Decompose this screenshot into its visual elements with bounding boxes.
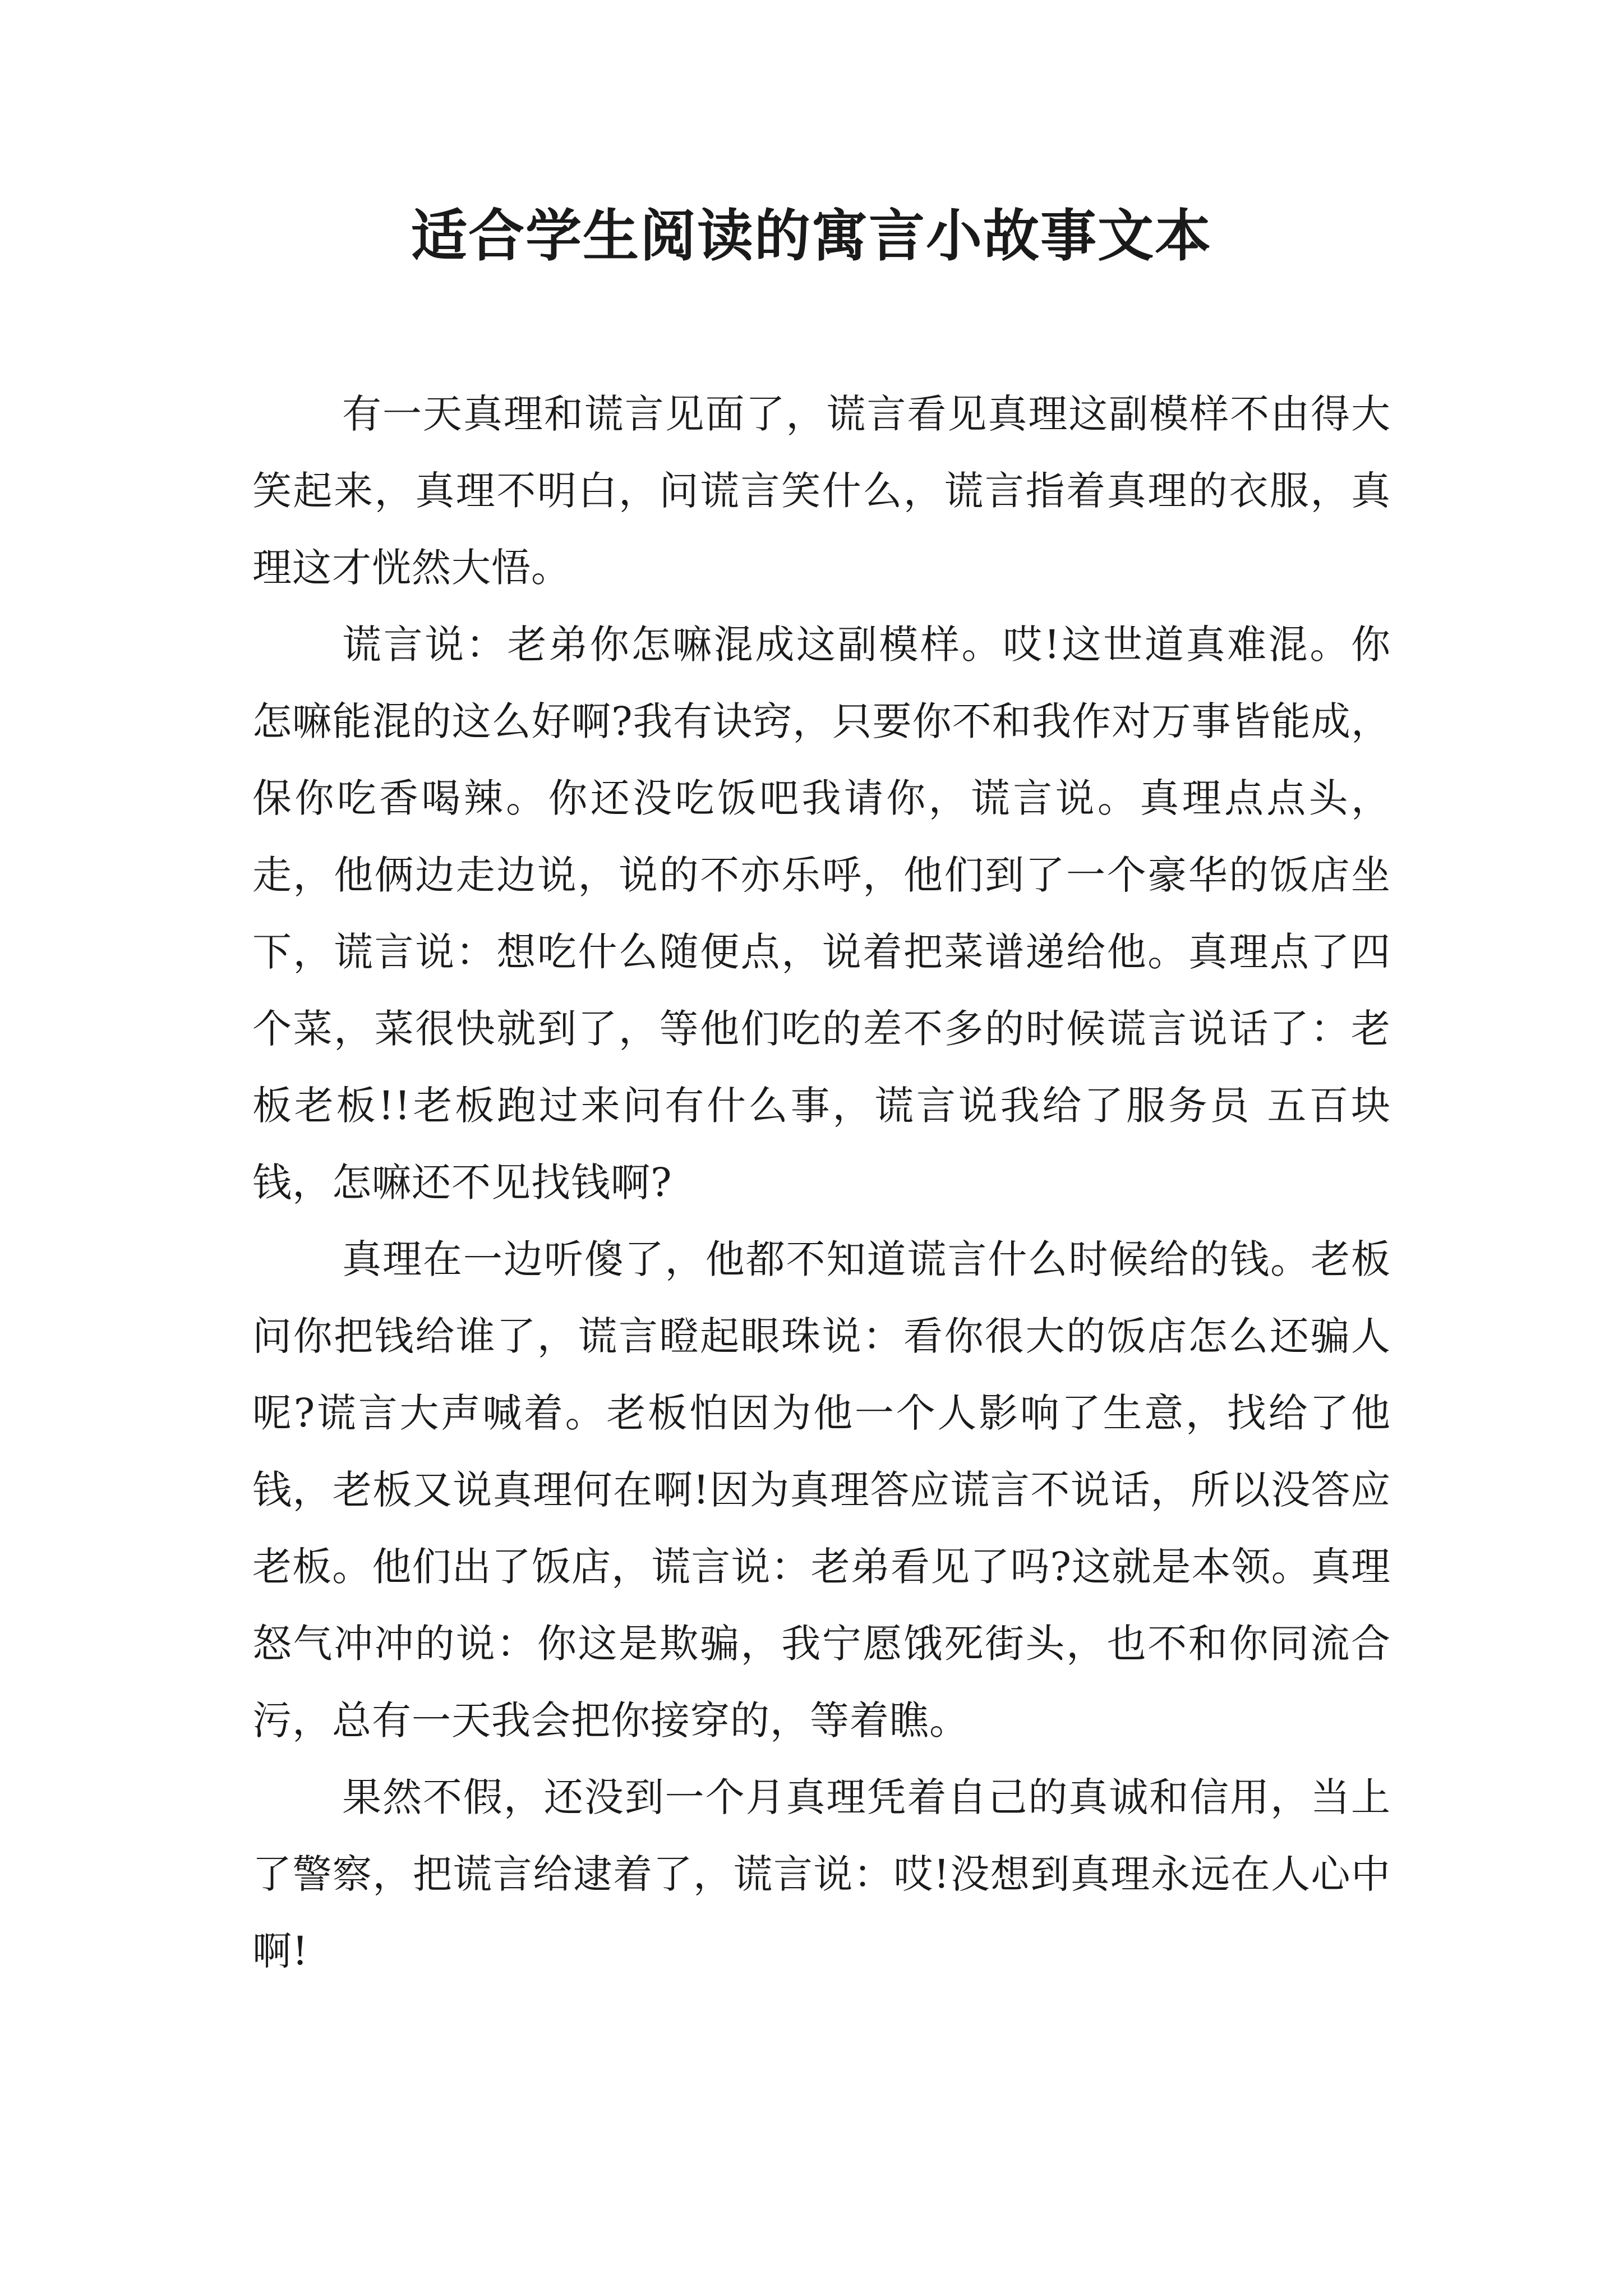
document-body [252, 376, 1391, 1990]
paragraph-3: 真理在一边听傻了，他都不知道谎言什么时候给的钱。老板问你把钱给谁了，谎言瞪起眼珠说：看你很大的饭店怎么还骗人呢?谎言大声喊着。老板怕因为他一个人影响了生意，找给了他钱，老板又说真理何在啊!因为真理答应谎言不说话，所以没答应老板。他们出了饭店，谎言说：老弟看见了吗?这就是本领。真理怒气冲冲的说：你这是欺骗，我宁愿饿死街头，也不和你同流合污，总有一天我会把你接穿的，等着瞧。 [252, 1236, 1391, 1743]
paragraph-4: 果然不假，还没到一个月真理凭着自己的真诚和信用，当上了警察，把谎言给逮着了，谎言说：哎!没想到真理永远在人心中啊! [252, 1774, 1391, 1974]
paragraph-2: 谎言说：老弟你怎嘛混成这副模样。哎!这世道真难混。你怎嘛能混的这么好啊?我有诀窍，只要你不和我作对万事皆能成，保你吃香喝辣。你还没吃饭吧我请你，谎言说。真理点点头，走，他俩边走边说，说的不亦乐呼，他们到了一个豪华的饭店坐下，谎言说：想吃什么随便点，说着把菜谱递给他。真理点了四个菜，菜很快就到了，等他们吃的差不多的时候谎言说话了：老板老板!!老板跑过来问有什么事，谎言说我给了服务员 五百块钱，怎嘛还不见找钱啊? [252, 622, 1391, 1205]
paragraph-1: 有一天真理和谎言见面了，谎言看见真理这副模样不由得大笑起来，真理不明白，问谎言笑什么，谎言指着真理的衣服，真理这才恍然大悟。 [252, 391, 1391, 591]
document-title: 适合学生阅读的寓言小故事文本 [411, 203, 1212, 269]
